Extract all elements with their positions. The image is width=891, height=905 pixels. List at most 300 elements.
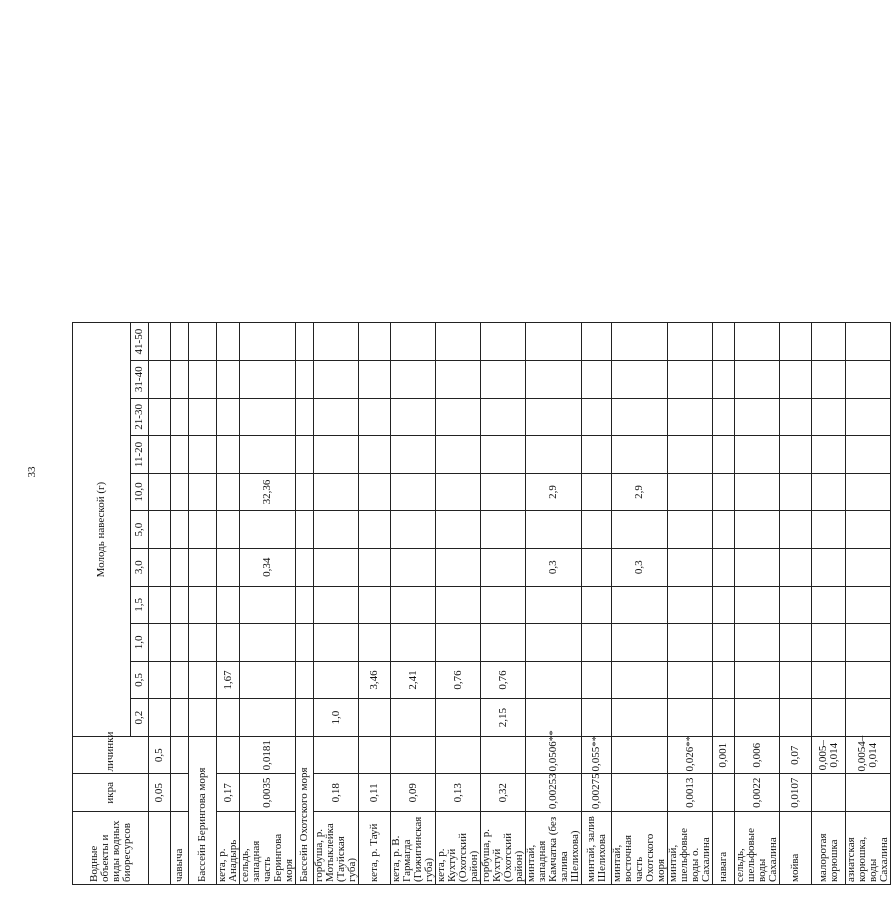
weight-value <box>359 699 391 737</box>
table-row <box>240 60 296 885</box>
weight-value <box>436 360 481 398</box>
weight-value <box>735 436 780 474</box>
ikra-value: 0,18 <box>314 774 359 812</box>
weight-value: 32,36 <box>240 473 296 511</box>
weight-value <box>314 360 359 398</box>
table-row <box>481 60 526 885</box>
weight-value <box>582 323 612 361</box>
weight-value <box>668 661 713 699</box>
empty-cell <box>189 699 217 737</box>
weight-value <box>217 511 240 549</box>
weight-value <box>735 323 780 361</box>
lichinki-value: 0,0506** <box>526 736 582 774</box>
weight-value <box>735 661 780 699</box>
header-weight: 41-50 <box>131 323 149 361</box>
empty-cell <box>296 661 314 699</box>
weight-value <box>171 699 189 737</box>
header-weight: 1,0 <box>131 624 149 662</box>
weight-value: 0,76 <box>481 661 526 699</box>
empty-cell <box>296 699 314 737</box>
ikra-value: 0,09 <box>391 774 436 812</box>
weight-value <box>713 436 735 474</box>
weight-value <box>359 398 391 436</box>
weight-value <box>612 511 668 549</box>
species-name: кета, р. В. Гармагда (Гижигинская губа) <box>391 812 436 885</box>
weight-value <box>436 586 481 624</box>
ikra-value: 0,17 <box>217 774 240 812</box>
weight-value <box>780 548 812 586</box>
weight-value <box>846 548 891 586</box>
lichinki-value: 0,0054–0,014 <box>846 736 891 774</box>
lichinki-value: 0,006 <box>735 736 780 774</box>
weight-value: 3,46 <box>359 661 391 699</box>
weight-value <box>436 323 481 361</box>
weight-value <box>812 586 846 624</box>
table-row <box>713 60 735 885</box>
weight-value <box>526 323 582 361</box>
empty-cell <box>189 511 217 549</box>
weight-value <box>359 436 391 474</box>
weight-value <box>481 473 526 511</box>
weight-value <box>668 473 713 511</box>
weight-value <box>582 398 612 436</box>
weight-value <box>812 699 846 737</box>
weight-value <box>526 624 582 662</box>
weight-value: 0,34 <box>240 548 296 586</box>
weight-value <box>780 323 812 361</box>
weight-value <box>668 360 713 398</box>
weight-value <box>612 586 668 624</box>
weight-value <box>780 699 812 737</box>
empty-cell <box>189 661 217 699</box>
table-row <box>812 60 846 885</box>
weight-value <box>846 360 891 398</box>
header-index-blank <box>149 323 171 361</box>
weight-value <box>436 511 481 549</box>
lichinki-value <box>171 736 189 774</box>
weight-value <box>735 624 780 662</box>
weight-value <box>171 511 189 549</box>
weight-value <box>436 436 481 474</box>
species-name: кета, р. Анадырь <box>217 812 240 885</box>
header-weight: 21-30 <box>131 398 149 436</box>
weight-value: 0,3 <box>526 548 582 586</box>
weight-value <box>359 360 391 398</box>
species-name: сельдь, шельфовые воды Сахалина <box>735 812 780 885</box>
weight-value <box>713 511 735 549</box>
ikra-value: 0,0035 <box>240 774 296 812</box>
weight-value <box>391 323 436 361</box>
weight-value <box>481 360 526 398</box>
weight-value <box>812 624 846 662</box>
weight-value <box>171 661 189 699</box>
weight-value <box>735 360 780 398</box>
weight-value <box>481 398 526 436</box>
weight-value <box>582 436 612 474</box>
table-row <box>780 60 812 885</box>
weight-value <box>171 360 189 398</box>
species-name: навага <box>713 812 735 885</box>
empty-cell <box>189 436 217 474</box>
species-name: минтай, восточная часть Охотского моря <box>612 812 668 885</box>
weight-value <box>481 511 526 549</box>
weight-value <box>846 699 891 737</box>
empty-cell <box>189 548 217 586</box>
ikra-value: 0,0022 <box>735 774 780 812</box>
weight-value <box>812 398 846 436</box>
species-name: кета, р. Кухтуй (Охотский район) <box>436 812 481 885</box>
weight-value <box>526 360 582 398</box>
weight-value <box>780 360 812 398</box>
weight-value <box>582 661 612 699</box>
weight-value <box>391 548 436 586</box>
weight-value: 1,0 <box>314 699 359 737</box>
empty-cell <box>296 436 314 474</box>
table-body <box>73 60 891 885</box>
header-index-blank <box>149 586 171 624</box>
ikra-value <box>846 774 891 812</box>
table-row <box>359 60 391 885</box>
weight-value <box>481 548 526 586</box>
table-row <box>582 60 612 885</box>
species-name: горбуша, р. Кухтуй (Охотский район) <box>481 812 526 885</box>
lichinki-value <box>436 736 481 774</box>
weight-value <box>846 398 891 436</box>
weight-value <box>314 398 359 436</box>
section-row <box>296 60 314 885</box>
weight-value <box>582 511 612 549</box>
weight-value <box>359 511 391 549</box>
table-row <box>171 60 189 885</box>
weight-value <box>668 436 713 474</box>
weight-value <box>359 624 391 662</box>
empty-cell <box>189 398 217 436</box>
ikra-value: 0,00253 <box>526 774 582 812</box>
weight-value <box>735 398 780 436</box>
header-index-blank <box>149 548 171 586</box>
weight-value <box>846 511 891 549</box>
weight-value <box>668 548 713 586</box>
weight-value <box>812 436 846 474</box>
weight-value <box>240 511 296 549</box>
empty-cell <box>296 586 314 624</box>
header-index-lichinki: 0,5 <box>149 736 171 774</box>
ikra-value <box>612 774 668 812</box>
weight-value <box>713 624 735 662</box>
weight-value <box>612 360 668 398</box>
header-index-blank <box>149 511 171 549</box>
weight-value <box>713 473 735 511</box>
weight-value <box>217 586 240 624</box>
rotated-table-container <box>72 59 890 885</box>
header-index-blank <box>149 360 171 398</box>
weight-value <box>526 586 582 624</box>
weight-value <box>171 473 189 511</box>
weight-value <box>481 624 526 662</box>
weight-value <box>812 323 846 361</box>
weight-value <box>240 323 296 361</box>
weight-value: 2,41 <box>391 661 436 699</box>
weight-value <box>481 586 526 624</box>
header-weight: 0,5 <box>131 661 149 699</box>
header-weight: 31-40 <box>131 360 149 398</box>
header-index-blank <box>149 436 171 474</box>
weight-value <box>171 436 189 474</box>
weight-value <box>314 661 359 699</box>
weight-value <box>171 323 189 361</box>
weight-value <box>240 699 296 737</box>
weight-value <box>526 661 582 699</box>
header-weight: 11-20 <box>131 436 149 474</box>
weight-value <box>314 473 359 511</box>
table-row <box>668 60 713 885</box>
weight-value <box>217 436 240 474</box>
empty-cell <box>296 360 314 398</box>
lichinki-value <box>314 736 359 774</box>
section-title: Бассейн Берингова моря <box>189 736 217 884</box>
weight-value <box>780 661 812 699</box>
lichinki-value: 0,026** <box>668 736 713 774</box>
header-ikra: икра <box>73 774 149 812</box>
empty-cell <box>296 323 314 361</box>
weight-value <box>526 436 582 474</box>
empty-cell <box>296 548 314 586</box>
empty-cell <box>296 511 314 549</box>
weight-value <box>582 360 612 398</box>
header-index-blank <box>149 812 171 885</box>
weight-value <box>812 548 846 586</box>
weight-value <box>713 360 735 398</box>
lichinki-value <box>359 736 391 774</box>
ikra-value: 0,32 <box>481 774 526 812</box>
ikra-value: 0,11 <box>359 774 391 812</box>
weight-value <box>359 323 391 361</box>
weight-value <box>436 699 481 737</box>
weight-value <box>314 436 359 474</box>
weight-value <box>780 624 812 662</box>
header-weight: 3,0 <box>131 548 149 586</box>
weight-value <box>582 624 612 662</box>
species-name: малоротая корюшка <box>812 812 846 885</box>
empty-cell <box>296 398 314 436</box>
weight-value <box>812 360 846 398</box>
weight-value: 2,9 <box>612 473 668 511</box>
weight-value <box>217 323 240 361</box>
weight-value <box>359 586 391 624</box>
weight-value <box>436 548 481 586</box>
weight-value <box>713 699 735 737</box>
species-name: сельдь, западная часть Берингова моря <box>240 812 296 885</box>
weight-value <box>481 436 526 474</box>
header-row-species <box>73 60 131 885</box>
header-weight: 5,0 <box>131 511 149 549</box>
weight-value <box>171 586 189 624</box>
weight-value <box>582 699 612 737</box>
header-molod: Молодь навеской (г) <box>73 323 131 737</box>
ikra-value: 0,00275 <box>582 774 612 812</box>
weight-value <box>240 398 296 436</box>
lichinki-value <box>391 736 436 774</box>
header-index-blank <box>149 661 171 699</box>
ikra-value <box>812 774 846 812</box>
weight-value <box>668 699 713 737</box>
weight-value <box>391 436 436 474</box>
weight-value <box>735 699 780 737</box>
header-index-blank <box>149 624 171 662</box>
weight-value <box>391 398 436 436</box>
weight-value <box>314 511 359 549</box>
weight-value <box>812 473 846 511</box>
weight-value <box>780 398 812 436</box>
weight-value <box>391 360 436 398</box>
table-row <box>217 60 240 885</box>
weight-value: 0,3 <box>612 548 668 586</box>
ikra-value: 0,0107 <box>780 774 812 812</box>
weight-value: 1,67 <box>217 661 240 699</box>
weight-value <box>391 586 436 624</box>
empty-cell <box>189 473 217 511</box>
species-name: мойва <box>780 812 812 885</box>
weight-value <box>780 586 812 624</box>
weight-value <box>391 473 436 511</box>
lichinki-value <box>612 736 668 774</box>
weight-value: 0,76 <box>436 661 481 699</box>
species-name: минтай, залив Шелихова <box>582 812 612 885</box>
weight-value <box>668 511 713 549</box>
empty-cell <box>189 323 217 361</box>
table-row <box>735 60 780 885</box>
weight-value <box>612 436 668 474</box>
weight-value <box>846 586 891 624</box>
weight-value <box>391 511 436 549</box>
weight-value <box>612 661 668 699</box>
weight-value <box>391 699 436 737</box>
lichinki-value: 0,0181 <box>240 736 296 774</box>
lichinki-value: 0,001 <box>713 736 735 774</box>
header-index-blank <box>149 699 171 737</box>
ikra-value: 0,13 <box>436 774 481 812</box>
weight-value <box>391 624 436 662</box>
weight-value <box>481 323 526 361</box>
weight-value: 2,15 <box>481 699 526 737</box>
weight-value <box>668 398 713 436</box>
weight-value <box>612 624 668 662</box>
ikra-value <box>713 774 735 812</box>
species-name: кета, р. Тауй <box>359 812 391 885</box>
weight-value <box>314 548 359 586</box>
biomass-table <box>72 59 891 885</box>
weight-value <box>582 473 612 511</box>
weight-value <box>436 473 481 511</box>
weight-value <box>171 398 189 436</box>
species-name: горбуша, р. Мотыклейка (Тауйская губа) <box>314 812 359 885</box>
header-weight: 1,5 <box>131 586 149 624</box>
weight-value <box>217 398 240 436</box>
weight-value <box>846 436 891 474</box>
weight-value <box>780 473 812 511</box>
weight-value <box>713 398 735 436</box>
weight-value <box>612 398 668 436</box>
weight-value <box>240 360 296 398</box>
table-row <box>436 60 481 885</box>
weight-value <box>713 661 735 699</box>
weight-value <box>735 548 780 586</box>
empty-cell <box>189 624 217 662</box>
weight-value <box>217 699 240 737</box>
weight-value <box>217 360 240 398</box>
empty-cell <box>189 586 217 624</box>
weight-value <box>171 548 189 586</box>
lichinki-value: 0,005–0,014 <box>812 736 846 774</box>
lichinki-value <box>481 736 526 774</box>
weight-value <box>612 323 668 361</box>
section-title: Бассейн Охотского моря <box>296 736 314 884</box>
species-name: минтай, западная Камчатка (без залива Шелихова) <box>526 812 582 885</box>
ikra-value <box>171 774 189 812</box>
header-weight: 0,2 <box>131 699 149 737</box>
weight-value <box>668 624 713 662</box>
weight-value <box>217 548 240 586</box>
weight-value <box>735 586 780 624</box>
empty-cell <box>296 473 314 511</box>
weight-value <box>240 586 296 624</box>
weight-value <box>314 586 359 624</box>
weight-value <box>171 624 189 662</box>
weight-value <box>846 661 891 699</box>
weight-value <box>735 511 780 549</box>
table-row <box>612 60 668 885</box>
weight-value <box>612 699 668 737</box>
header-index-blank <box>149 398 171 436</box>
ikra-value: 0,0013 <box>668 774 713 812</box>
weight-value <box>713 586 735 624</box>
weight-value <box>314 323 359 361</box>
lichinki-value <box>217 736 240 774</box>
header-row-index <box>149 60 171 885</box>
header-index-ikra: 0,05 <box>149 774 171 812</box>
weight-value <box>668 323 713 361</box>
species-name: минтай, шельфовые воды о. Сахалина <box>668 812 713 885</box>
table-row <box>846 60 891 885</box>
weight-value <box>436 398 481 436</box>
section-row <box>189 60 217 885</box>
weight-value <box>846 624 891 662</box>
empty-cell <box>296 624 314 662</box>
weight-value <box>240 436 296 474</box>
weight-value <box>668 586 713 624</box>
header-index-blank <box>149 473 171 511</box>
species-name: азиатская корюшка, воды Сахалина <box>846 812 891 885</box>
weight-value <box>217 624 240 662</box>
header-weight: 10,0 <box>131 473 149 511</box>
table-row <box>391 60 436 885</box>
weight-value <box>812 661 846 699</box>
weight-value <box>359 548 391 586</box>
weight-value <box>582 586 612 624</box>
weight-value: 2,9 <box>526 473 582 511</box>
weight-value <box>240 624 296 662</box>
table-row <box>314 60 359 885</box>
species-name: чавыча <box>171 812 189 885</box>
weight-value <box>526 511 582 549</box>
weight-value <box>713 323 735 361</box>
empty-cell <box>189 360 217 398</box>
weight-value <box>780 511 812 549</box>
lichinki-value: 0,07 <box>780 736 812 774</box>
weight-value <box>812 511 846 549</box>
weight-value <box>846 473 891 511</box>
weight-value <box>780 436 812 474</box>
